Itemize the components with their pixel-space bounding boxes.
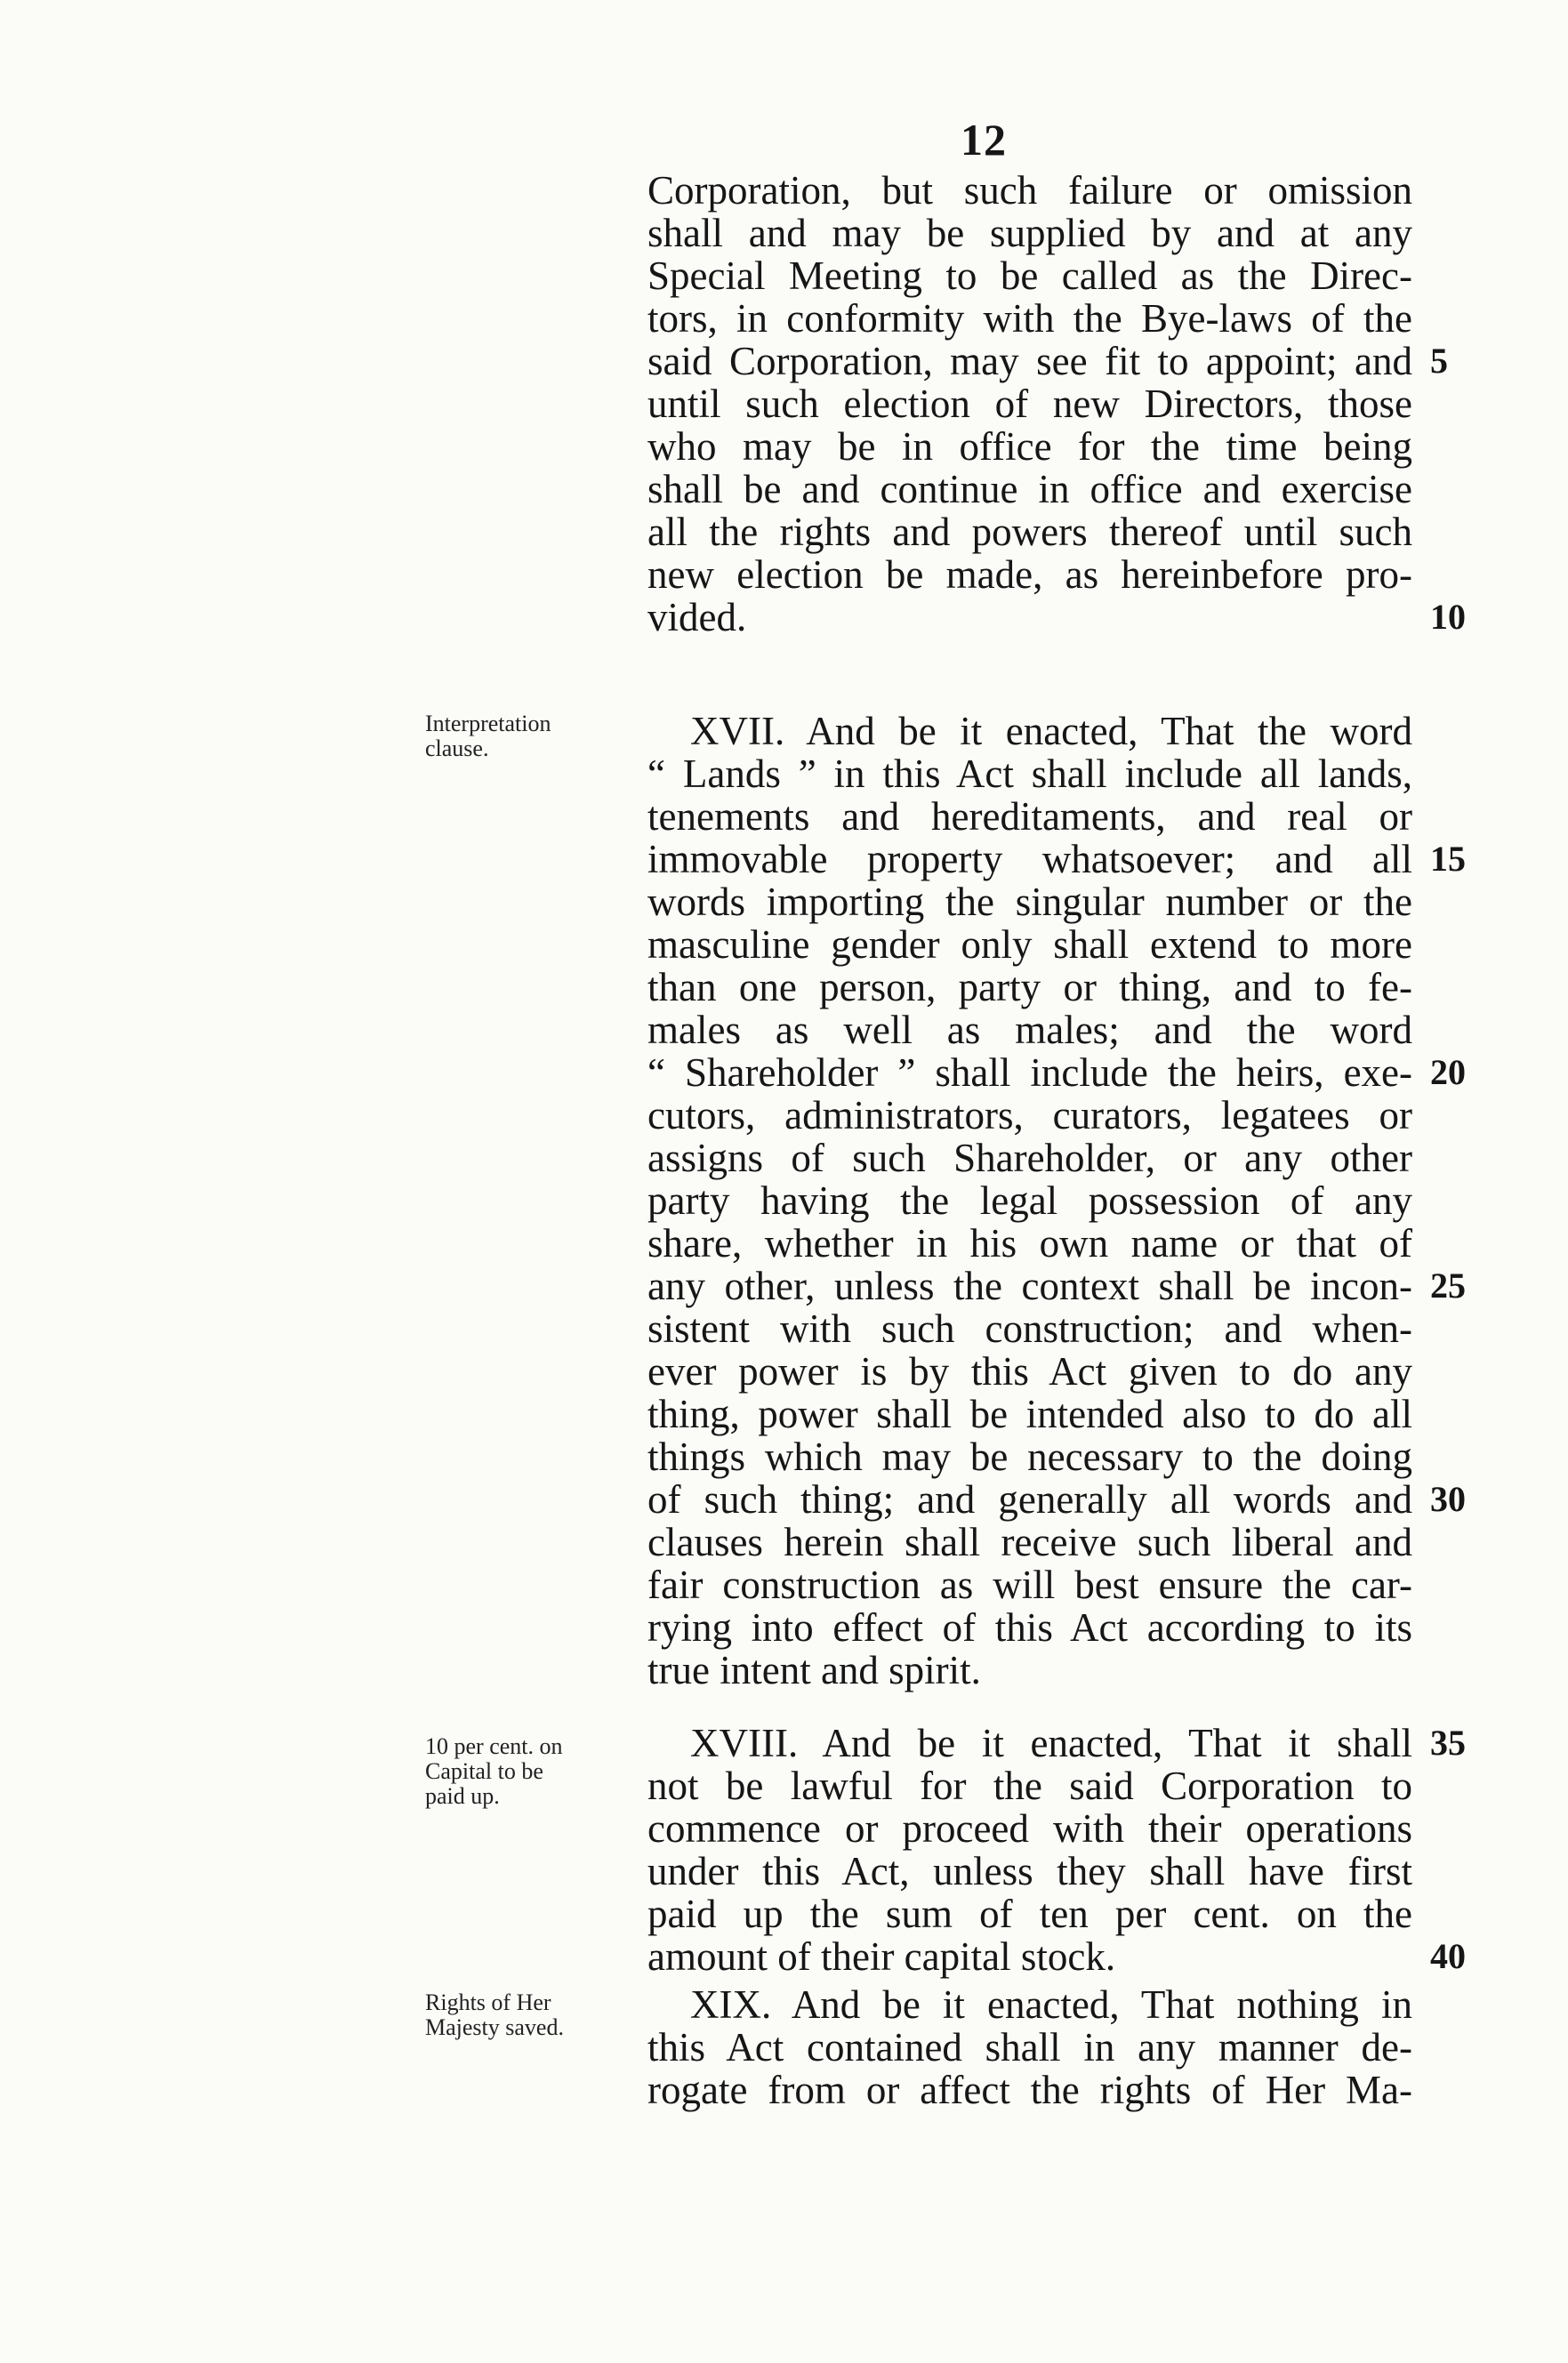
text-line: under this Act, unless they shall have first	[647, 1849, 1412, 1893]
margin-note-capital	[425, 1734, 634, 1809]
text-line: males as well as males; and the word	[647, 1008, 1412, 1052]
text-line: paid up the sum of ten per cent. on the	[647, 1892, 1412, 1936]
section-heading-line: XIX. And be it enacted, That nothing in	[690, 1982, 1412, 2027]
text-line: shall be and continue in office and exercise	[647, 467, 1412, 511]
text-line: words importing the singular number or the	[647, 880, 1412, 924]
text-line: ever power is by this Act given to do any	[647, 1349, 1412, 1394]
text-line: “ Lands ” in this Act shall include all lands,	[647, 751, 1412, 796]
line-number: 25	[1430, 1266, 1466, 1306]
continuation-paragraph	[647, 169, 1412, 639]
line-number: 10	[1430, 597, 1466, 637]
line-number: 30	[1430, 1479, 1466, 1519]
text-line: until such election of new Directors, those	[647, 382, 1412, 426]
line-number: 40	[1430, 1936, 1466, 1976]
line-number: 5	[1430, 341, 1448, 381]
text-line: than one person, party or thing, and to fe-	[647, 965, 1412, 1009]
margin-note-line: 10 per cent. on	[425, 1733, 563, 1759]
section-xvii	[647, 710, 1412, 1692]
margin-note-line: paid up.	[425, 1783, 500, 1809]
text-line: amount of their capital stock.	[647, 1934, 1116, 1979]
text-line: of such thing; and generally all words and	[647, 1477, 1412, 1522]
text-line: “ Shareholder ” shall include the heirs, exe-	[647, 1050, 1412, 1095]
text-line: vided.	[647, 595, 747, 639]
text-line: thing, power shall be intended also to do all	[647, 1392, 1412, 1436]
margin-note-line: clause.	[425, 735, 489, 761]
page-number: 12	[961, 115, 1007, 165]
text-line: not be lawful for the said Corporation to	[647, 1764, 1412, 1808]
text-line: true intent and spirit.	[647, 1648, 981, 1692]
margin-note-line: Rights of Her	[425, 1989, 551, 2015]
text-line: who may be in office for the time being	[647, 424, 1412, 469]
section-xviii	[647, 1722, 1412, 1978]
margin-note-line: Capital to be	[425, 1758, 543, 1784]
text-line: share, whether in his own name or that of	[647, 1221, 1412, 1266]
line-number: 35	[1430, 1723, 1466, 1763]
text-line: shall and may be supplied by and at any	[647, 211, 1412, 255]
text-line: sistent with such construction; and when-	[647, 1306, 1412, 1351]
text-line: party having the legal possession of any	[647, 1178, 1412, 1223]
text-line: new election be made, as hereinbefore pro-	[647, 552, 1412, 597]
section-xix	[647, 1983, 1412, 2111]
text-line: Special Meeting to be called as the Direc-	[647, 253, 1412, 298]
text-line: fair construction as will best ensure the car-	[647, 1563, 1412, 1607]
text-line: masculine gender only shall extend to more	[647, 922, 1412, 967]
text-line: all the rights and powers thereof until such	[647, 510, 1412, 554]
text-line: said Corporation, may see fit to appoint; and	[647, 339, 1412, 383]
text-line: cutors, administrators, curators, legatees or	[647, 1093, 1412, 1137]
text-line: assigns of such Shareholder, or any other	[647, 1136, 1412, 1180]
line-number: 15	[1430, 839, 1466, 879]
text-line: tors, in conformity with the Bye-laws of the	[647, 296, 1412, 341]
section-heading-line: XVIII. And be it enacted, That it shall	[690, 1721, 1412, 1765]
margin-note-interpretation	[425, 711, 634, 761]
margin-note-line: Interpretation	[425, 711, 551, 736]
margin-note-line: Majesty saved.	[425, 2014, 564, 2040]
margin-note-rights	[425, 1990, 634, 2040]
text-line: things which may be necessary to the doing	[647, 1435, 1412, 1479]
text-line: rogate from or affect the rights of Her Ma-	[647, 2068, 1412, 2112]
text-line: immovable property whatsoever; and all	[647, 837, 1412, 881]
text-line: Corporation, but such failure or omission	[647, 168, 1412, 213]
text-line: tenements and hereditaments, and real or	[647, 794, 1412, 839]
text-line: this Act contained shall in any manner de-	[647, 2025, 1412, 2070]
text-line: any other, unless the context shall be incon-	[647, 1264, 1412, 1308]
line-number: 20	[1430, 1052, 1466, 1092]
text-line: commence or proceed with their operations	[647, 1806, 1412, 1851]
text-line: clauses herein shall receive such liberal and	[647, 1520, 1412, 1564]
section-heading-line: XVII. And be it enacted, That the word	[690, 709, 1412, 753]
text-line: rying into effect of this Act according to its	[647, 1605, 1412, 1650]
